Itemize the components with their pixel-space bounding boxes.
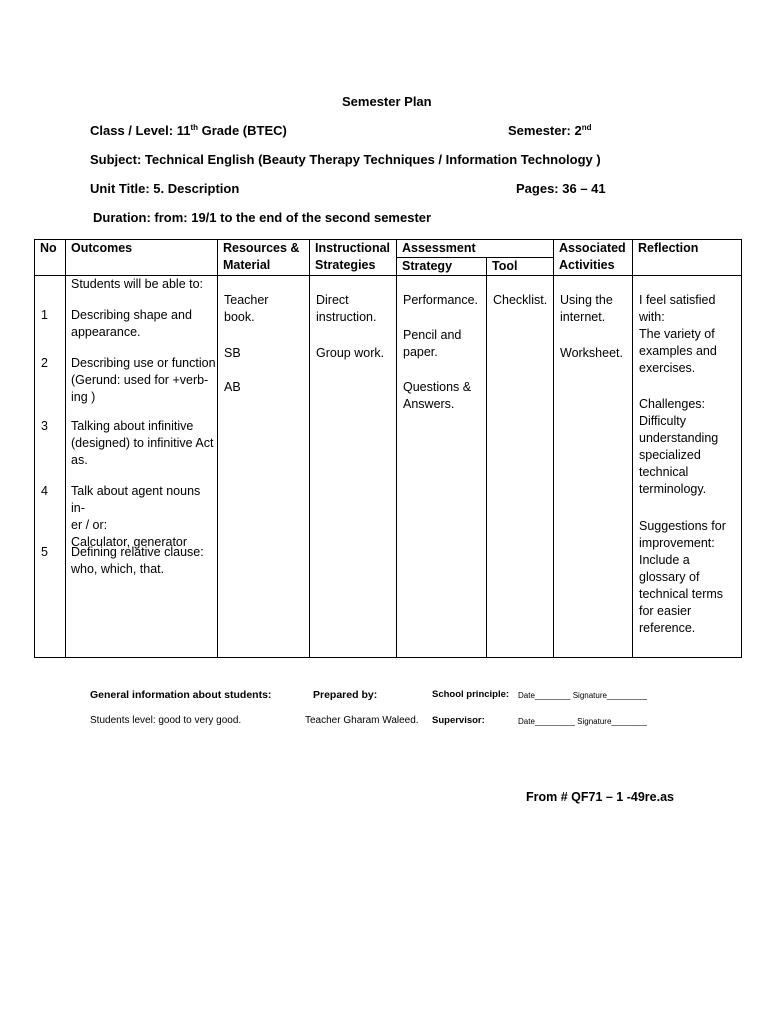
activity-internet-line1: Using the xyxy=(560,293,613,307)
header-instructional xyxy=(310,240,397,276)
class-level-rest: Grade (BTEC) xyxy=(198,123,287,138)
header-associated-line1: Associated xyxy=(559,241,626,255)
semester-label: Semester: 2 xyxy=(508,123,582,138)
outcome-1-line1: Describing shape and xyxy=(71,308,192,322)
header-resources-line2: Material xyxy=(223,258,271,272)
outcome-2 xyxy=(71,355,216,406)
reflection-suggestions xyxy=(639,518,726,637)
outcome-4-line2: er / or: xyxy=(71,518,108,532)
resource-ab: AB xyxy=(224,380,241,394)
instructional-line2: instruction. xyxy=(316,310,377,324)
outcome-4-line1: Talk about agent nouns in- xyxy=(71,484,201,515)
reflection-line: technical xyxy=(639,465,689,479)
outcome-3-line2: (designed) to infinitive Act xyxy=(71,436,214,450)
activity-worksheet: Worksheet. xyxy=(560,346,623,360)
semester xyxy=(508,123,592,138)
reflection-line: Difficulty xyxy=(639,414,687,428)
instructional-group: Group work. xyxy=(316,346,385,360)
strategy-questions-line2: Answers. xyxy=(403,397,455,411)
header-strategy: Strategy xyxy=(397,258,487,276)
number-5: 5 xyxy=(41,545,48,559)
class-level-sup: th xyxy=(190,123,199,132)
resource-line2: book. xyxy=(224,310,255,324)
class-level-label: Class / Level: 11 xyxy=(90,123,191,138)
outcome-2-line1: Describing use or function xyxy=(71,356,216,370)
students-level: Students level: good to very good. xyxy=(90,715,242,726)
reflection-line: for easier xyxy=(639,604,692,618)
outcome-4 xyxy=(71,483,217,551)
header-reflection: Reflection xyxy=(633,240,742,276)
strategy-pencil-line1: Pencil and xyxy=(403,328,462,342)
header-instructional-line2: Strategies xyxy=(315,258,376,272)
reflection-line: examples and xyxy=(639,344,717,358)
outcome-3 xyxy=(71,418,213,469)
activity-internet xyxy=(560,292,613,326)
reflection-line: The variety of xyxy=(639,327,715,341)
duration: Duration: from: 19/1 to the end of the second semester xyxy=(93,210,432,225)
teacher-name: Teacher Gharam Waleed. xyxy=(305,715,419,726)
outcome-1-line2: appearance. xyxy=(71,325,141,339)
form-number: From # QF71 – 1 -49re.as xyxy=(526,790,674,804)
table-body-row xyxy=(35,276,742,658)
number-3: 3 xyxy=(41,419,48,433)
semester-plan-table xyxy=(34,239,742,658)
strategy-pencil xyxy=(403,327,461,361)
reflection-line: technical terms xyxy=(639,587,724,601)
table-header-row xyxy=(35,240,742,258)
reflection-line: Include a xyxy=(639,553,690,567)
reflection-line: reference. xyxy=(639,621,696,635)
semester-sup: nd xyxy=(581,123,592,132)
supervisor-date-signature: Date_________ Signature________ xyxy=(518,717,648,726)
outcome-5 xyxy=(71,544,204,578)
outcome-4-line3: Calculator, generator xyxy=(71,535,188,549)
instructional-line1: Direct xyxy=(316,293,349,307)
activity-internet-line2: internet. xyxy=(560,310,606,324)
reflection-line: specialized xyxy=(639,448,701,462)
outcomes-cell xyxy=(66,276,218,658)
reflection-line: exercises. xyxy=(639,361,696,375)
reflection-challenges xyxy=(639,396,718,498)
outcome-3-line1: Talking about infinitive xyxy=(71,419,194,433)
class-level xyxy=(90,123,287,138)
page-title: Semester Plan xyxy=(342,94,432,109)
reflection-line: Suggestions for xyxy=(639,519,726,533)
reflection-line: Challenges: xyxy=(639,397,706,411)
reflection-line: I feel satisfied xyxy=(639,293,716,307)
principle-date-signature: Date________ Signature_________ xyxy=(518,691,648,700)
outcome-2-line3: ing ) xyxy=(71,390,96,404)
outcomes-intro: Students will be able to: xyxy=(71,277,204,291)
instructional-cell xyxy=(310,276,397,658)
resources-cell xyxy=(218,276,310,658)
header-instructional-line1: Instructional xyxy=(315,241,391,255)
reflection-line: terminology. xyxy=(639,482,707,496)
reflection-cell xyxy=(633,276,742,658)
outcome-3-line3: as. xyxy=(71,453,88,467)
pages: Pages: 36 – 41 xyxy=(516,181,606,196)
general-info-label: General information about students: xyxy=(90,689,272,701)
resource-sb: SB xyxy=(224,346,241,360)
header-resources xyxy=(218,240,310,276)
reflection-line: improvement: xyxy=(639,536,715,550)
number-4: 4 xyxy=(41,484,48,498)
header-no: No xyxy=(35,240,66,276)
supervisor-label: Supervisor: xyxy=(432,715,485,726)
tool-cell xyxy=(487,276,554,658)
numbers-cell xyxy=(35,276,66,658)
tool-checklist: Checklist. xyxy=(493,293,548,307)
school-principle-label: School principle: xyxy=(432,689,510,700)
outcome-1 xyxy=(71,307,192,341)
strategy-cell xyxy=(397,276,487,658)
outcome-2-line2: (Gerund: used for +verb- xyxy=(71,373,209,387)
number-1: 1 xyxy=(41,308,48,322)
unit-title: Unit Title: 5. Description xyxy=(90,181,240,196)
strategy-questions xyxy=(403,379,471,413)
header-assessment: Assessment xyxy=(397,240,554,258)
activities-cell xyxy=(554,276,633,658)
resource-teacher xyxy=(224,292,268,326)
outcome-5-line1: Defining relative clause: xyxy=(71,545,204,559)
reflection-line: glossary of xyxy=(639,570,700,584)
header-outcomes: Outcomes xyxy=(66,240,218,276)
header-resources-line1: Resources & xyxy=(223,241,300,255)
strategy-questions-line1: Questions & xyxy=(403,380,472,394)
reflection-line: understanding xyxy=(639,431,719,445)
header-associated xyxy=(554,240,633,276)
outcome-5-line2: who, which, that. xyxy=(71,562,165,576)
instructional-direct xyxy=(316,292,376,326)
strategy-performance: Performance. xyxy=(403,293,479,307)
strategy-pencil-line2: paper. xyxy=(403,345,438,359)
number-2: 2 xyxy=(41,356,48,370)
reflection-satisfied xyxy=(639,292,717,377)
subject: Subject: Technical English (Beauty Therapy Techniques / Information Technology ) xyxy=(90,152,601,167)
prepared-by-label: Prepared by: xyxy=(313,689,378,701)
reflection-line: with: xyxy=(639,310,665,324)
header-associated-line2: Activities xyxy=(559,258,615,272)
header-tool: Tool xyxy=(487,258,554,276)
resource-line1: Teacher xyxy=(224,293,269,307)
